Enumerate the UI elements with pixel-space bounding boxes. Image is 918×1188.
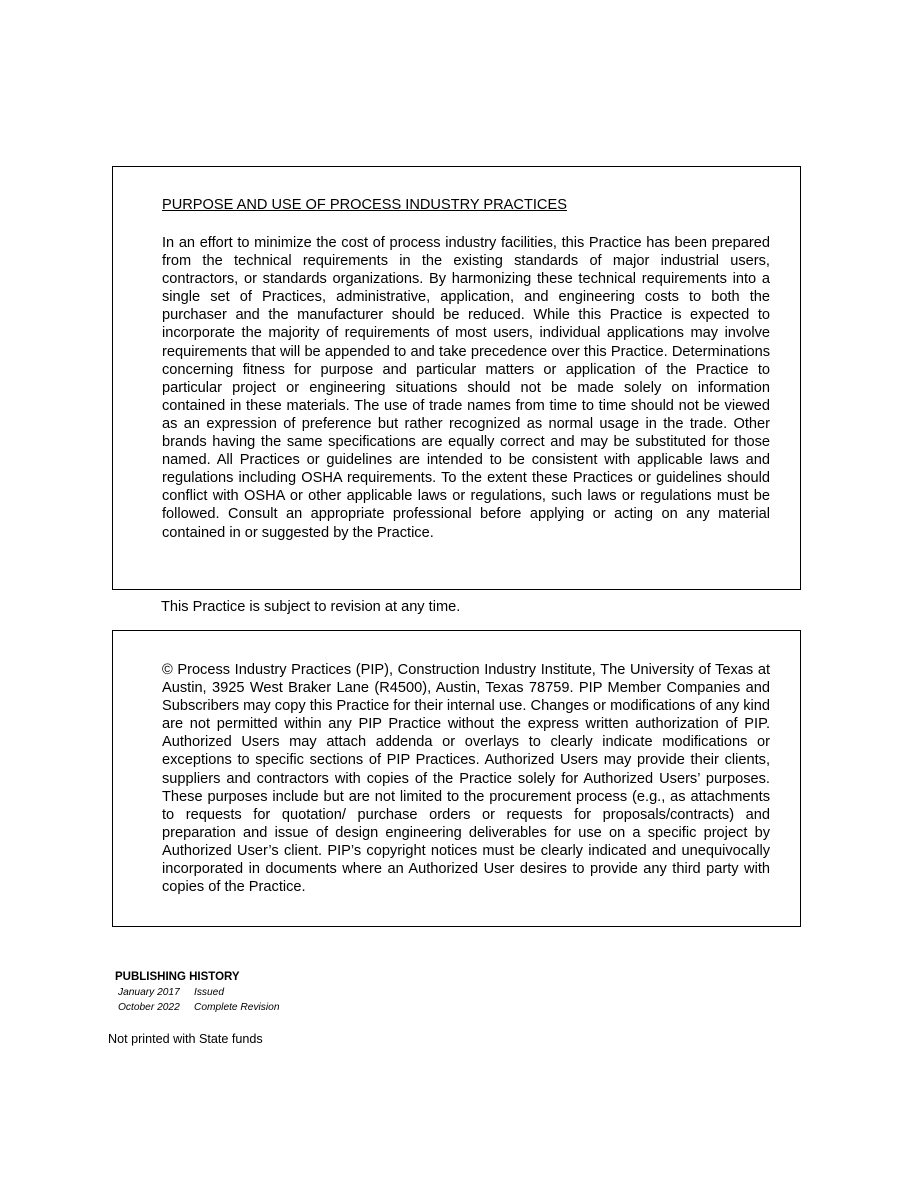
copyright-paragraph: © Process Industry Practices (PIP), Construction Industry Institute, The University of Texas at Austin, 3925 West Braker Lane (R4500), Austin, Texas 78759. PIP Member Companies and Subscribers may copy this Practice for their internal use. Changes or modifications of any kind are not permitted within any PIP Practice without the express written authorization of PIP. Authorized Users may attach addenda or overlays to clearly indicate modifications or exceptions to specific sections of PIP Practices. Authorized Users may provide their clients, suppliers and contractors with copies of the Practice solely for Authorized Users’ purposes. These purposes include but are not limited to the procurement process (e.g., as attachments to requests for quotation/ purchase orders or requests for proposals/contracts) and preparation and issue of design engineering deliverables for use on a specific project by Authorized User’s client. PIP’s copyright notices must be clearly indicated and unequivocally incorporated in documents where an Authorized User desires to provide any third party with copies of the Practice. [162, 662, 770, 896]
history-entry [118, 985, 280, 1000]
purpose-paragraph: In an effort to minimize the cost of process industry facilities, this Practice has been prepared from the technical requirements in the existing standards of major industrial users, contractors, or standards organizations. By harmonizing these technical requirements into a single set of Practices, administrative, application, and engineering costs to both the purchaser and the manufacturer should be reduced. While this Practice is expected to incorporate the majority of requirements of most users, individual applications may involve requirements that will be appended to and take precedence over this Practice. Determinations concerning fitness for purpose and particular matters or application of the Practice to particular project or engineering situations should not be made solely on information contained in these materials. The use of trade names from time to time should not be viewed as an expression of preference but rather recognized as normal usage in the trade. Other brands having the same specifications are equally correct and may be substituted for those named. All Practices or guidelines are intended to be consistent with applicable laws and regulations including OSHA requirements. To the extent these Practices or guidelines should conflict with OSHA or other applicable laws or regulations, such laws or regulations must be followed. Consult an appropriate professional before applying or acting on any material contained in or suggested by the Practice. [162, 235, 770, 541]
history-note: Issued [194, 987, 225, 998]
purpose-box [112, 166, 801, 590]
publishing-history [115, 971, 280, 1015]
publishing-history-heading: PUBLISHING HISTORY [115, 971, 240, 983]
purpose-title: PURPOSE AND USE OF PROCESS INDUSTRY PRACTICES [162, 197, 567, 213]
copyright-box [112, 630, 801, 927]
funding-note: Not printed with State funds [108, 1032, 263, 1046]
history-entry [118, 1000, 280, 1015]
revision-note: This Practice is subject to revision at any time. [161, 599, 461, 615]
history-note: Complete Revision [194, 1002, 280, 1013]
history-date: January 2017 [118, 987, 180, 998]
history-date: October 2022 [118, 1002, 180, 1013]
